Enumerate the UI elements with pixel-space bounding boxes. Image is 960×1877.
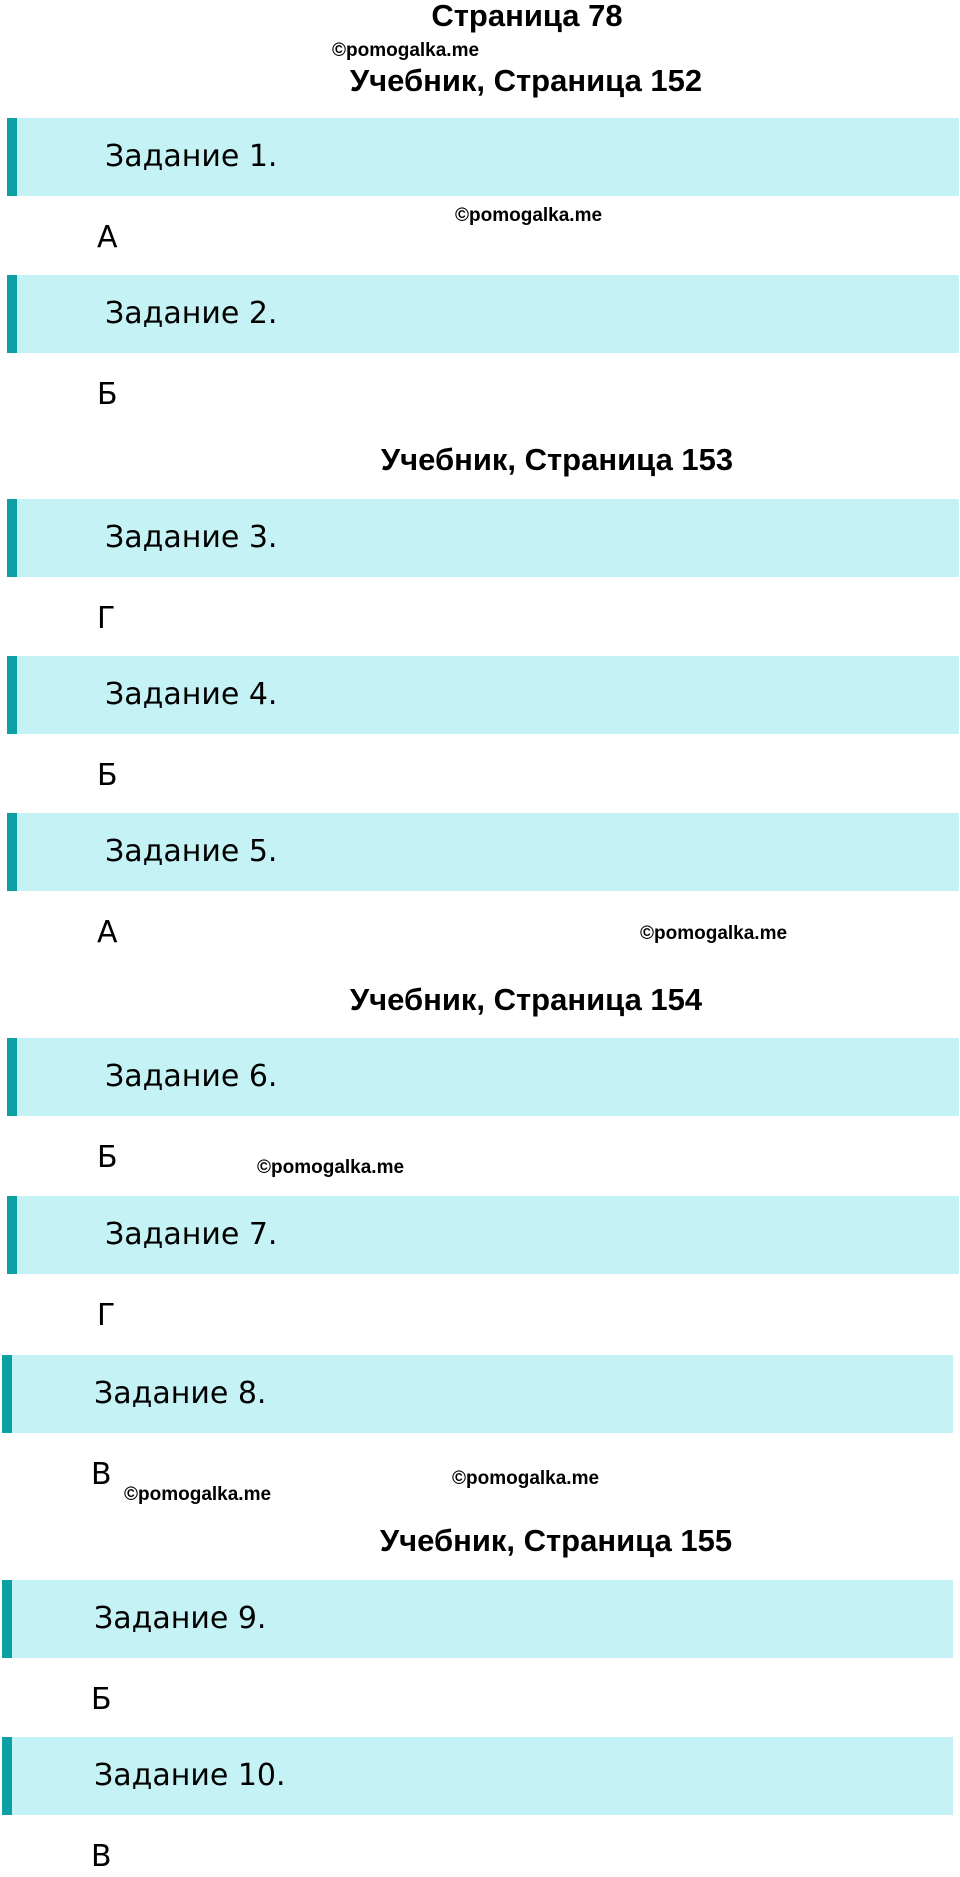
task-label: Задание 6. — [105, 1059, 278, 1094]
watermark: ©pomogalka.me — [455, 205, 603, 226]
watermark: ©pomogalka.me — [452, 1468, 600, 1489]
task-answer: Г — [97, 1298, 116, 1333]
task-header — [7, 1038, 959, 1116]
task-answer: Г — [97, 601, 116, 636]
section-heading: Учебник, Страница 153 — [380, 442, 734, 477]
task-header — [7, 656, 959, 734]
section-heading: Учебник, Страница 152 — [349, 63, 703, 98]
task-answer: А — [97, 915, 118, 950]
page-title: Страница 78 — [431, 0, 623, 33]
watermark: ©pomogalka.me — [332, 40, 480, 61]
watermark: ©pomogalka.me — [124, 1484, 272, 1505]
task-label: Задание 5. — [105, 834, 278, 869]
task-label: Задание 4. — [105, 677, 278, 712]
watermark: ©pomogalka.me — [257, 1157, 405, 1178]
task-header — [7, 275, 959, 353]
task-header — [7, 1196, 959, 1274]
task-label: Задание 8. — [94, 1376, 267, 1411]
task-header — [7, 813, 959, 891]
task-header — [2, 1737, 953, 1815]
task-label: Задание 1. — [105, 139, 278, 174]
section-heading: Учебник, Страница 154 — [349, 982, 703, 1017]
task-answer: Б — [91, 1682, 112, 1717]
task-answer: Б — [97, 758, 118, 793]
task-answer: А — [97, 220, 118, 255]
watermark: ©pomogalka.me — [640, 923, 788, 944]
task-label: Задание 2. — [105, 296, 278, 331]
task-label: Задание 3. — [105, 520, 278, 555]
task-answer: В — [91, 1457, 112, 1492]
section-heading: Учебник, Страница 155 — [379, 1523, 733, 1558]
task-label: Задание 7. — [105, 1217, 278, 1252]
task-header — [2, 1355, 953, 1433]
task-header — [7, 499, 959, 577]
task-answer: Б — [97, 1140, 118, 1175]
task-label: Задание 9. — [94, 1601, 267, 1636]
task-label: Задание 10. — [94, 1758, 286, 1793]
task-answer: В — [91, 1839, 112, 1874]
task-answer: Б — [97, 377, 118, 412]
task-header — [7, 118, 959, 196]
task-header — [2, 1580, 953, 1658]
